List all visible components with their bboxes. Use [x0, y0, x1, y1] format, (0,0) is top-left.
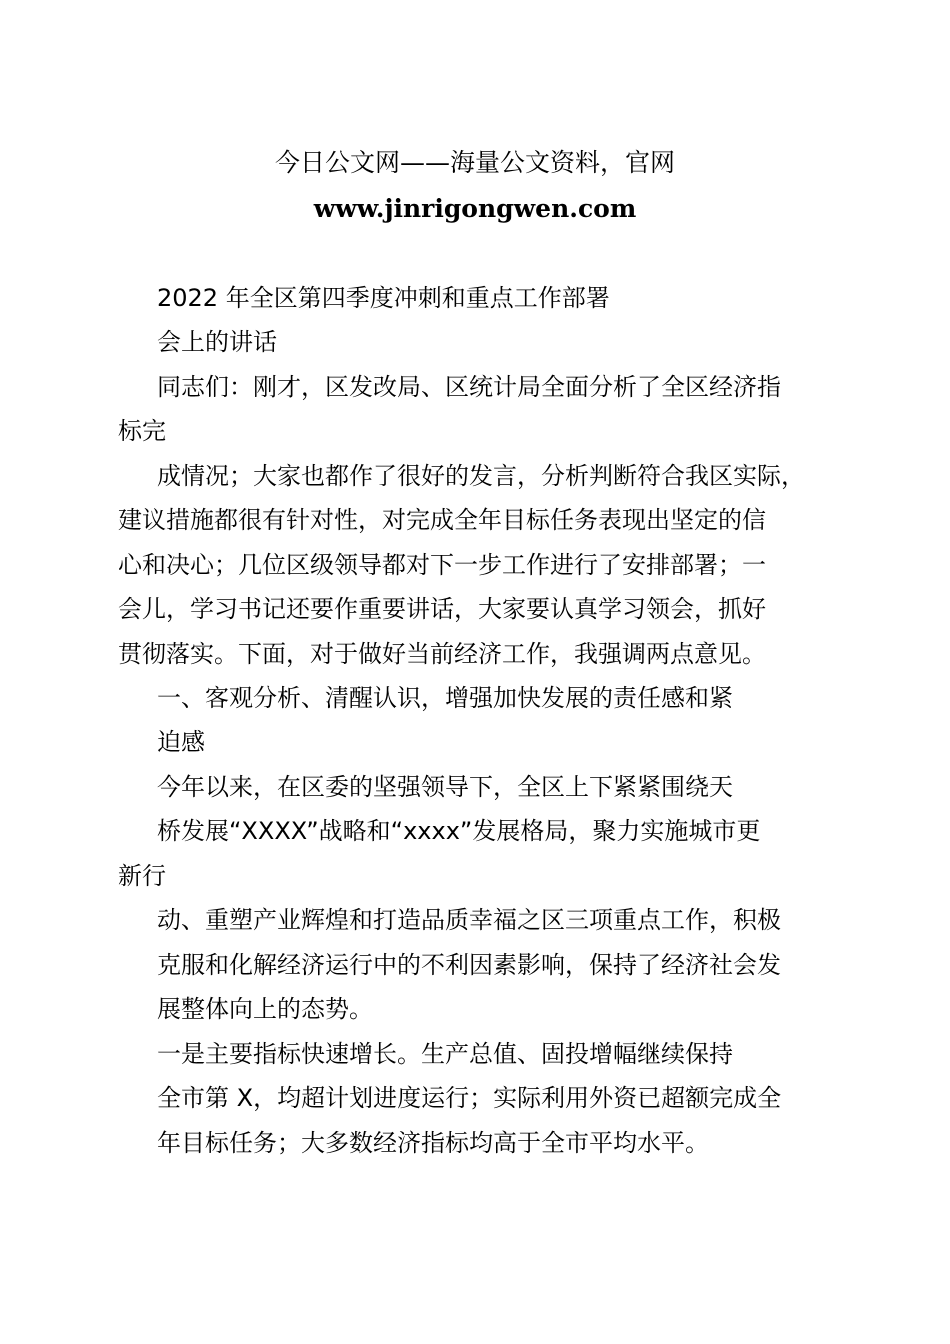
paragraph-line: 同志们：刚才，区发改局、区统计局全面分析了全区经济指 [157, 373, 781, 401]
paragraph-line: 全市第 X，均超计划进度运行；实际利用外资已超额完成全 [157, 1084, 782, 1112]
paragraph-line: 成情况；大家也都作了很好的发言，分析判断符合我区实际， [157, 462, 805, 490]
document-title: 2022 年全区第四季度冲刺和重点工作部署 [157, 284, 610, 312]
paragraph-line: 桥发展“XXXX”战略和“xxxx”发展格局，聚力实施城市更 [157, 817, 761, 845]
paragraph-line: 一是主要指标快速增长。生产总值、固投增幅继续保持 [157, 1040, 733, 1068]
paragraph-line: 克服和化解经济运行中的不利因素影响，保持了经济社会发 [157, 951, 781, 979]
site-header-url: www.jinrigongwen.com [313, 194, 637, 223]
paragraph-line: 今年以来，在区委的坚强领导下，全区上下紧紧围绕天 [157, 773, 733, 801]
paragraph-line: 动、重塑产业辉煌和打造品质幸福之区三项重点工作，积极 [157, 906, 781, 934]
paragraph-line: 贯彻落实。下面，对于做好当前经济工作，我强调两点意见。 [118, 640, 766, 668]
paragraph-line: 会儿，学习书记还要作重要讲话，大家要认真学习领会，抓好 [118, 595, 766, 623]
paragraph-line: 心和决心；几位区级领导都对下一步工作进行了安排部署；一 [118, 551, 766, 579]
paragraph-line: 展整体向上的态势。 [157, 995, 373, 1023]
paragraph-line: 标完 [118, 417, 166, 445]
document-title-cont: 会上的讲话 [157, 328, 277, 356]
paragraph-line: 建议措施都很有针对性，对完成全年目标任务表现出坚定的信 [118, 506, 766, 534]
paragraph-line: 新行 [118, 862, 166, 890]
section-heading: 一、客观分析、清醒认识，增强加快发展的责任感和紧 [157, 684, 733, 712]
paragraph-line: 年目标任务；大多数经济指标均高于全市平均水平。 [157, 1129, 709, 1157]
site-header-title: 今日公文网——海量公文资料，官网 [274, 148, 675, 177]
section-heading-cont: 迫感 [157, 728, 205, 756]
